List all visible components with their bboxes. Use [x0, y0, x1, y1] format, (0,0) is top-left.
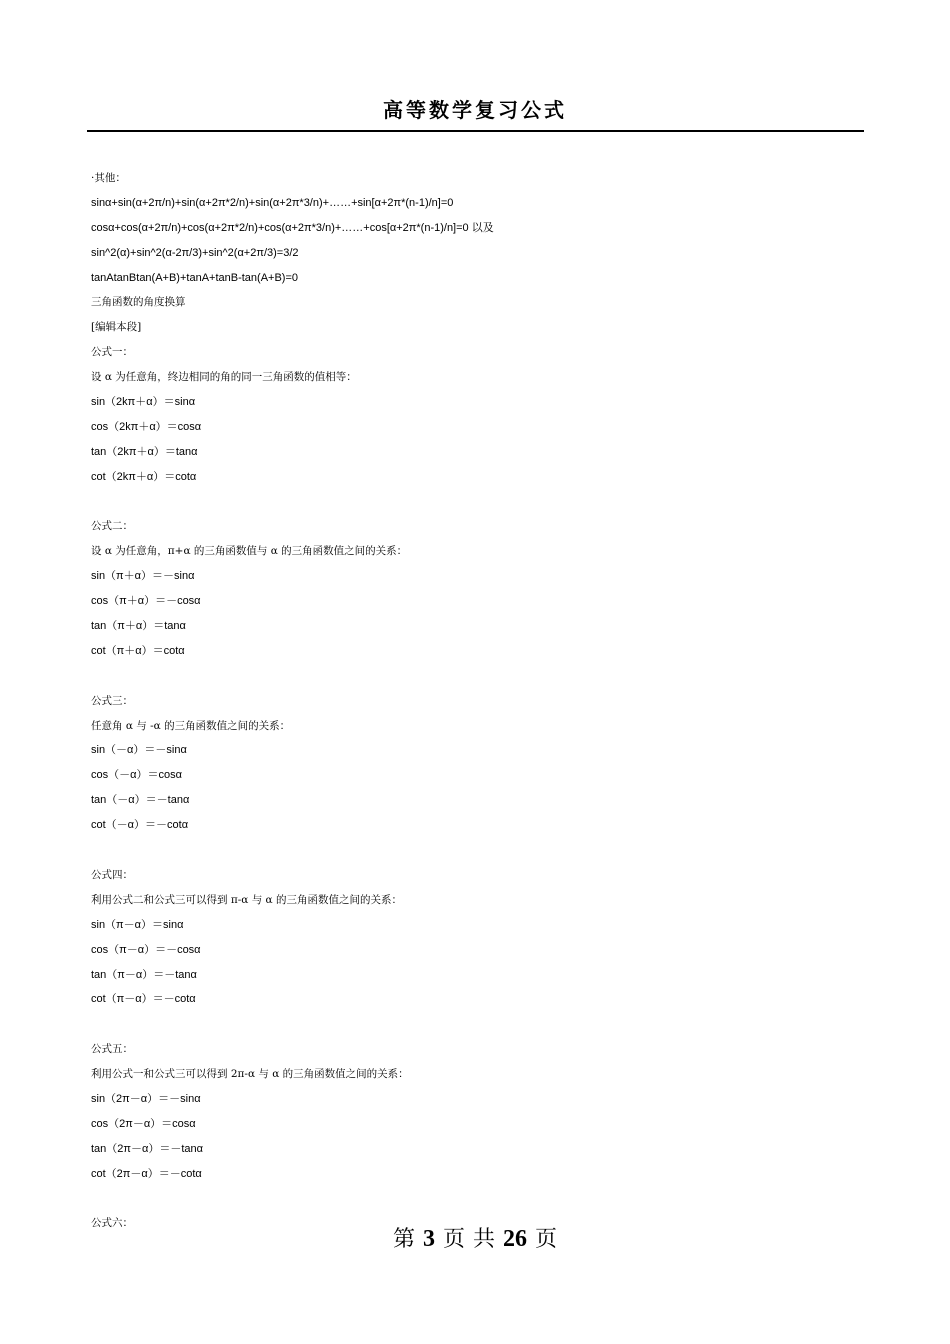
blank-line: [91, 490, 871, 515]
blank-line: [91, 1012, 871, 1037]
formula-line: cos（－α）＝cosα: [91, 769, 182, 782]
footer-suffix: 页: [535, 1227, 558, 1252]
formula-line: cot（－α）＝－cotα: [91, 819, 189, 832]
formula-line: cos（2kπ＋α）＝cosα: [91, 420, 202, 433]
formula-line: sin（2π－α）＝－sinα: [91, 1092, 201, 1105]
text-line: 公式三：: [91, 694, 133, 707]
formula-line: tanAtanBtan(A+B)+tanA+tanB-tan(A+B)=0: [91, 271, 298, 284]
formula-line: cot（π－α）＝－cotα: [91, 993, 196, 1006]
formula-line: sin（2kπ＋α）＝sinα: [91, 396, 196, 409]
formula-line: cos（π＋α）＝－cosα: [91, 595, 201, 608]
footer-prefix: 第: [392, 1227, 415, 1252]
page-footer: [0, 1224, 950, 1255]
text-line: 利用公式二和公式三可以得到 π-α 与 α 的三角函数值之间的关系：: [91, 893, 402, 906]
formula-line: sin（－α）＝－sinα: [91, 744, 187, 757]
formula-line: tan（－α）＝－tanα: [91, 794, 190, 807]
text-line: 公式五：: [91, 1043, 133, 1056]
blank-line: [91, 664, 871, 689]
page-header-title: 高等数学复习公式: [383, 98, 567, 122]
formula-line: cos（2π－α）＝cosα: [91, 1117, 196, 1130]
formula-line: tan（2π－α）＝－tanα: [91, 1142, 204, 1155]
formula-line: cos（π－α）＝－cosα: [91, 943, 201, 956]
formula-line: cot（2kπ＋α）＝cotα: [91, 470, 197, 483]
text-line: ·其他：: [91, 172, 126, 184]
text-line: 设 α 为任意角，π+α 的三角函数值与 α 的三角函数值之间的关系：: [91, 545, 408, 558]
formula-line: cot（2π－α）＝－cotα: [91, 1167, 202, 1180]
formula-line: cot（π＋α）＝cotα: [91, 644, 185, 657]
formula-line: tan（2kπ＋α）＝tanα: [91, 445, 198, 458]
formula-line: cosα+cos(α+2π/n)+cos(α+2π*2/n)+cos(α+2π*3/n)+……+cos[α+2π*(n-1)/n]=0 以及: [91, 221, 494, 234]
text-line: 任意角 α 与 -α 的三角函数值之间的关系：: [91, 719, 291, 732]
text-line: 公式二：: [91, 520, 133, 533]
footer-total-pages: 26: [503, 1226, 528, 1252]
text-line: [编辑本段]: [91, 321, 142, 334]
text-line: 公式四：: [91, 868, 133, 881]
blank-line: [91, 838, 871, 863]
text-line: 三角函数的角度换算: [91, 296, 186, 309]
formula-line: tan（π＋α）＝tanα: [91, 620, 186, 633]
formula-line: sin（π－α）＝sinα: [91, 918, 184, 931]
text-line: 利用公式一和公式三可以得到 2π-α 与 α 的三角函数值之间的关系：: [91, 1068, 409, 1081]
formula-line: sin^2(α)+sin^2(α-2π/3)+sin^2(α+2π/3)=3/2: [91, 246, 299, 259]
document-body: [91, 166, 871, 1236]
text-line: 公式六：: [91, 1217, 133, 1230]
formula-line: sinα+sin(α+2π/n)+sin(α+2π*2/n)+sin(α+2π*3/n)+……+sin[α+2π*(n-1)/n]=0: [91, 196, 454, 209]
formula-line: sin（π＋α）＝－sinα: [91, 570, 195, 583]
header-divider: [87, 130, 864, 132]
footer-total-word: 共: [473, 1227, 496, 1252]
text-line: 公式一：: [91, 346, 133, 359]
blank-line: [91, 1187, 871, 1212]
footer-page-word: 页: [442, 1227, 465, 1252]
footer-page-number: 3: [422, 1226, 435, 1252]
text-line: 设 α 为任意角，终边相同的角的同一三角函数的值相等：: [91, 371, 357, 384]
formula-line: tan（π－α）＝－tanα: [91, 968, 197, 981]
